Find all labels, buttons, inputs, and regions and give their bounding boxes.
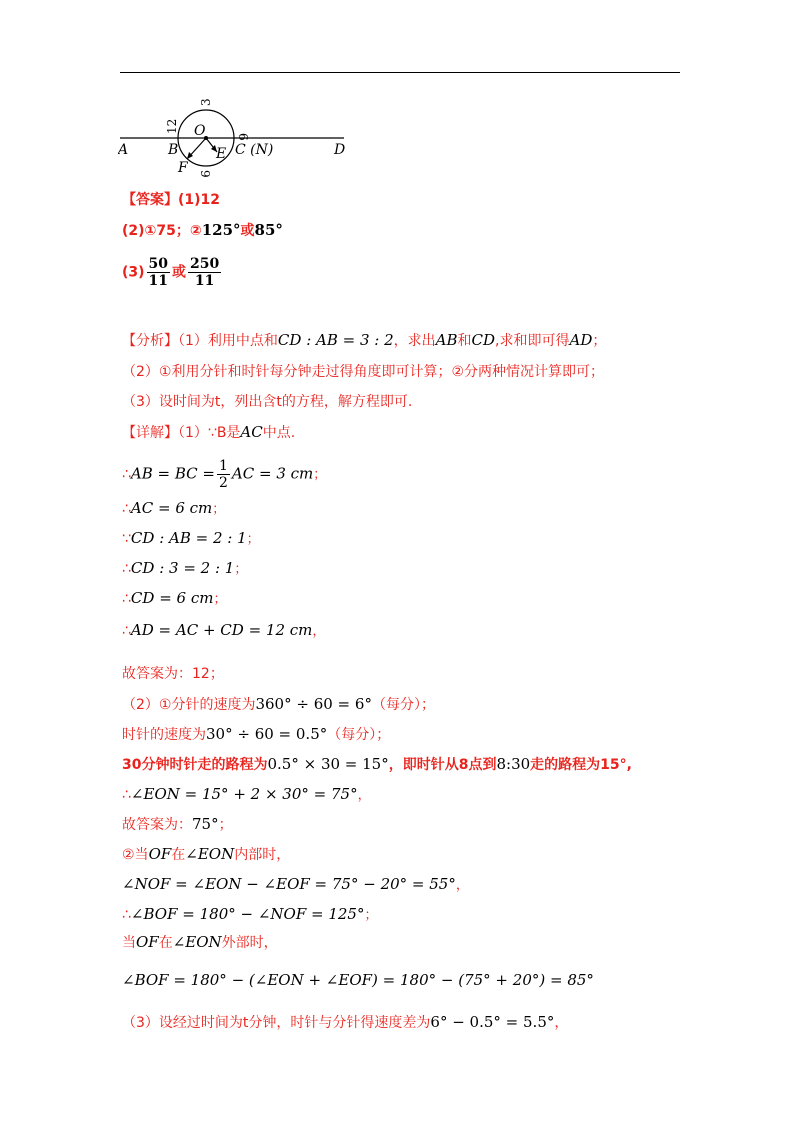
label-d: D bbox=[334, 142, 346, 158]
label-6: 6 bbox=[236, 133, 250, 141]
detail-step-2: ∴AC = 6 cm； bbox=[122, 499, 226, 517]
detail-step-4: ∴CD : 3 = 2 : 1； bbox=[122, 559, 248, 577]
clock-line-figure bbox=[118, 92, 358, 182]
detail-p2-line-1: （2）①分针的速度为360° ÷ 60 = 6°（每分）； bbox=[122, 695, 435, 713]
detail-answer-1: 故答案为：12； bbox=[122, 666, 224, 682]
detail-case-1-step-1: ∠NOF = ∠EON − ∠EOF = 75° − 20° = 55°， bbox=[122, 875, 469, 893]
label-c: C (N) bbox=[235, 142, 274, 158]
detail-step-3: ∵CD : AB = 2 : 1； bbox=[122, 529, 260, 547]
label-a: A bbox=[118, 142, 129, 158]
detail-step-5: ∴CD = 6 cm； bbox=[122, 589, 227, 607]
label-f: F bbox=[178, 160, 188, 176]
detail-head: 【详解】（1）∵B是AC中点. bbox=[122, 423, 296, 441]
analysis-2: （2）①利用分针和时针每分钟走过得角度即可计算；②分两种情况计算即可； bbox=[122, 364, 605, 380]
detail-case-2-step-1: ∠BOF = 180° − (∠EON + ∠EOF) = 180° − (75° + 20°) = 85° bbox=[122, 971, 594, 989]
label-b: B bbox=[168, 142, 179, 158]
detail-case-1: ②当OF在∠EON内部时， bbox=[122, 845, 291, 863]
fraction: $\frac{50}{11}$ bbox=[148, 256, 169, 289]
answer-1: 【答案】(1)12 bbox=[122, 192, 221, 208]
detail-step-1: ∴AB = BC = $\frac{1}{2}$ AC = 3 cm； bbox=[122, 458, 327, 491]
label-o: O bbox=[194, 123, 206, 139]
detail-case-2: 当OF在∠EON外部时， bbox=[122, 933, 278, 951]
fraction: $\frac{1}{2}$ bbox=[219, 458, 228, 491]
answer-3: (3) $\frac{50}{11}$ 或 $\frac{250}{11}$ bbox=[122, 256, 220, 289]
detail-p3: （3）设经过时间为t分钟，时针与分针得速度差为6° − 0.5° = 5.5°， bbox=[122, 1013, 569, 1031]
label-12: 12 bbox=[165, 118, 179, 134]
fraction: $\frac{250}{11}$ bbox=[190, 256, 220, 289]
detail-p2-line-2: 时针的速度为30° ÷ 60 = 0.5°（每分）； bbox=[122, 725, 391, 743]
label-9: 9 bbox=[198, 170, 212, 178]
answer-2: (2)①75；②125°或85° bbox=[122, 221, 283, 239]
detail-step-6: ∴AD = AC + CD = 12 cm， bbox=[122, 621, 326, 639]
analysis-3: （3）设时间为t，列出含t的方程，解方程即可. bbox=[122, 394, 413, 410]
analysis-1: 【分析】（1）利用中点和CD : AB = 3 : 2，求出AB和CD,求和即可得AD； bbox=[122, 331, 607, 349]
label-3: 3 bbox=[199, 98, 213, 106]
detail-p2-line-4: ∴∠EON = 15° + 2 × 30° = 75°， bbox=[122, 785, 371, 803]
detail-case-1-step-2: ∴∠BOF = 180° − ∠NOF = 125°； bbox=[122, 905, 378, 923]
header-rule bbox=[120, 72, 680, 73]
detail-answer-2: 故答案为：75°； bbox=[122, 815, 233, 833]
detail-p2-line-3: 30分钟时针走的路程为0.5° × 30 = 15°，即时针从8点到8:30走的路程为15°, bbox=[122, 755, 632, 773]
label-e: E bbox=[216, 146, 227, 162]
